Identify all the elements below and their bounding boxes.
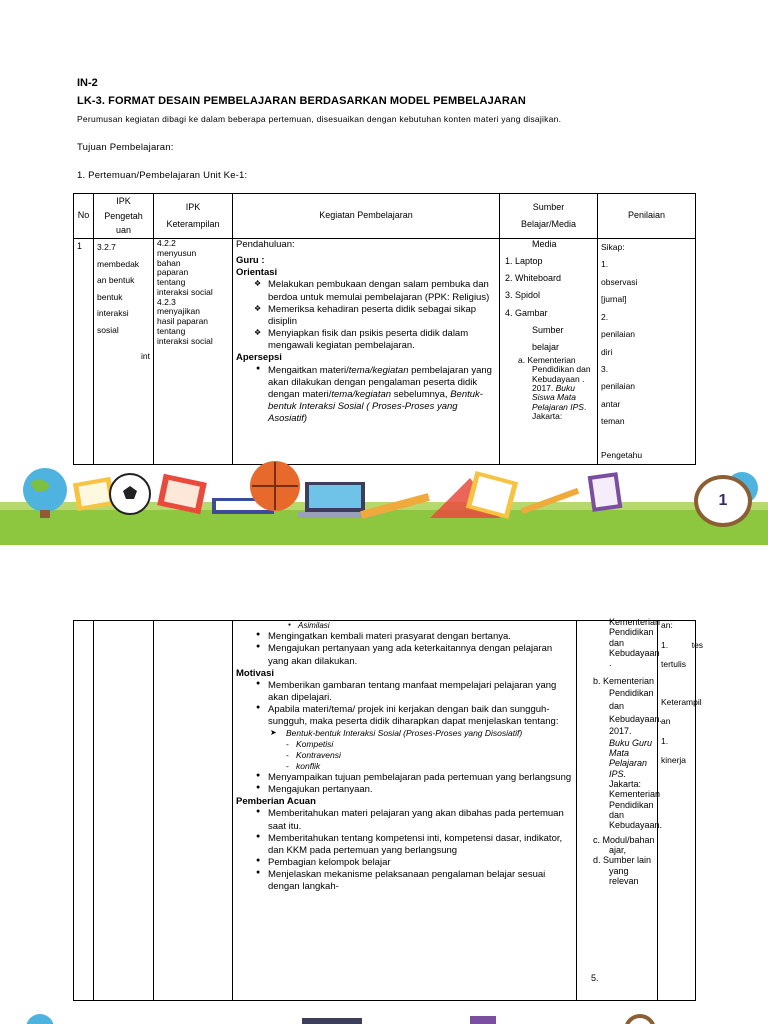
laptop-icon <box>302 1018 362 1024</box>
cell-ipk-keterampilan <box>154 621 233 1001</box>
cell-ipk-keterampilan: 4.2.2 menyusun bahan paparan tentang interaksi social 4.2.3 menyajikan hasil paparan tentang interaksi social <box>154 239 233 465</box>
badge-icon <box>626 1016 654 1024</box>
tujuan-label: Tujuan Pembelajaran: <box>77 142 174 153</box>
list-item: ● Memberitahukan tentang kompetensi inti, kompetensi dasar, indikator, dan KKM pada pertemuan yang berlangsung <box>236 833 573 857</box>
pertemuan-label: 1. Pertemuan/Pembelajaran Unit Ke-1: <box>77 170 248 181</box>
guru-label: Guru : <box>236 255 265 267</box>
cell-kegiatan <box>233 621 577 1001</box>
list-item: ● Mengaitkan materi/tema/kegiatan pembelajaran yang akan dilakukan dengan pengalaman peserta didik dengan materi/tema/kegiatan sebelumnya, Bentuk-bentuk Interaksi Sosial ( Proses-Proses yang Asosiatif) <box>236 365 496 426</box>
pendahuluan-list <box>236 631 573 667</box>
list-item: ● Menjelaskan mekanisme pelaksanaan pengalaman belajar sesuai dengan langkah- <box>236 869 573 893</box>
cell-no: 1 <box>74 239 94 465</box>
cell-sumber: Media 1. Laptop 2. Whiteboard 3. Spidol 4. Gambar Sumber belajar a. Kementerian Pendidikan dan Kebudayaan . 2017. Buku Siswa Mata Pelajaran IPS. Jakarta: <box>500 239 598 465</box>
table-header-row <box>74 194 696 239</box>
list-item: ● Mengajukan pertanyaan yang ada keterkaitannya dengan pelajaran yang akan dilakukan. <box>236 643 573 667</box>
header-no: No <box>74 194 94 239</box>
apersepsi-label: Apersepsi <box>236 352 282 364</box>
list-item: ● Pembagian kelompok belajar <box>236 857 573 869</box>
list-item: - konflik <box>236 761 573 772</box>
acuan-label: Pemberian Acuan <box>236 796 316 808</box>
list-item: ● Menyampaikan tujuan pembelajaran pada pertemuan yang berlangsung <box>236 772 573 784</box>
cell-kegiatan <box>233 239 500 465</box>
list-item: ● Apabila materi/tema/ projek ini kerjakan dengan baik dan sungguh-sungguh, maka peserta didik diharapkan dapat menjelaskan tentang: <box>236 704 573 728</box>
basketball-icon <box>250 461 300 511</box>
page-mark: 5. <box>591 973 599 983</box>
list-item: ❖ Melakukan pembukaan dengan salam pembuka dan berdoa untuk memulai pembelajaran (PPK: Religius) <box>236 279 496 303</box>
motivasi-list <box>236 680 573 729</box>
document-title: LK-3. FORMAT DESAIN PEMBELAJARAN BERDASARKAN MODEL PEMBELAJARAN <box>77 95 526 107</box>
list-item: ● Mengingatkan kembali materi prasyarat dengan bertanya. <box>236 631 573 643</box>
list-item: ● Asimilasi <box>236 621 573 631</box>
table-row <box>74 621 696 1001</box>
asimilasi-list <box>236 621 573 631</box>
orientasi-label: Orientasi <box>236 267 278 279</box>
cell-ipk-pengetahuan <box>94 621 154 1001</box>
header-kegiatan: Kegiatan Pembelajaran <box>233 194 500 239</box>
cell-penilaian: Sikap: 1. observasi [jurnal] 2. penilaian diri 3. penilaian antar teman Pengetahu <box>598 239 696 465</box>
lesson-table-continued <box>73 617 704 1001</box>
lesson-table <box>73 193 696 465</box>
orientasi-list <box>236 279 496 352</box>
apersepsi-list <box>236 365 496 426</box>
decorative-footer-banner-partial <box>0 1000 768 1024</box>
soccer-ball-icon <box>110 474 150 514</box>
globe-icon <box>26 1014 54 1024</box>
list-item: ❖ Menyiapkan fisik dan psikis peserta didik dalam mengawali kegiatan pembelajaran. <box>236 328 496 352</box>
table-row <box>74 239 696 465</box>
cell-penilaian: an: 1. tes tertulis Keterampil an 1. kinerja <box>658 621 696 1001</box>
paper-stack-icon <box>470 1016 496 1024</box>
list-item: ● Mengajukan pertanyaan. <box>236 784 573 796</box>
acuan-list <box>236 808 573 893</box>
list-item: ● Memberikan gambaran tentang manfaat mempelajari pelajaran yang akan dipelajari. <box>236 680 573 704</box>
page-gap <box>0 545 768 600</box>
motivasi-label: Motivasi <box>236 667 275 679</box>
cell-ipk-pengetahuan: 3.2.7 membedak an bentuk bentuk interaksi sosial int <box>94 239 154 465</box>
list-item: - Kontravensi <box>236 750 573 761</box>
page-number-badge: 1 <box>694 475 752 527</box>
document-code: IN-2 <box>77 77 98 89</box>
pendahuluan-label: Pendahuluan: <box>236 239 295 250</box>
document-description: Perumusan kegiatan dibagi ke dalam beberapa pertemuan, disesuaikan dengan kebutuhan konten materi yang disajikan. <box>77 114 562 124</box>
motivasi-list-2 <box>236 772 573 796</box>
header-ipk-pengetahuan: IPK Pengetah uan <box>94 194 154 239</box>
motivasi-sublist <box>236 728 573 772</box>
list-item: - Kompetisi <box>236 739 573 750</box>
list-item: ➤ Bentuk-bentuk Interaksi Sosial (Proses-Proses yang Disosiatif) <box>236 728 573 739</box>
list-item: ● Memberitahukan materi pelajaran yang akan dibahas pada pertemuan saat itu. <box>236 808 573 832</box>
decorative-footer-banner <box>0 458 768 545</box>
header-penilaian: Penilaian <box>598 194 696 239</box>
header-ipk-keterampilan: IPK Keterampilan <box>154 194 233 239</box>
list-item: ❖ Memeriksa kehadiran peserta didik sebagai sikap disiplin <box>236 304 496 328</box>
paper-stack-icon <box>588 472 623 512</box>
cell-no <box>74 621 94 1001</box>
header-sumber: Sumber Belajar/Media <box>500 194 598 239</box>
cell-sumber: Kementerian Pendidikan dan Kebudayaan . b. Kementerian Pendidikan dan Kebudayaan. 2017. Buku Guru Mata Pelajaran IPS. Jakarta: Kementerian Pendidikan dan Kebudayaan. c. Modul/bahan ajar, d. Sumber lain yang relevan <box>577 621 658 1001</box>
